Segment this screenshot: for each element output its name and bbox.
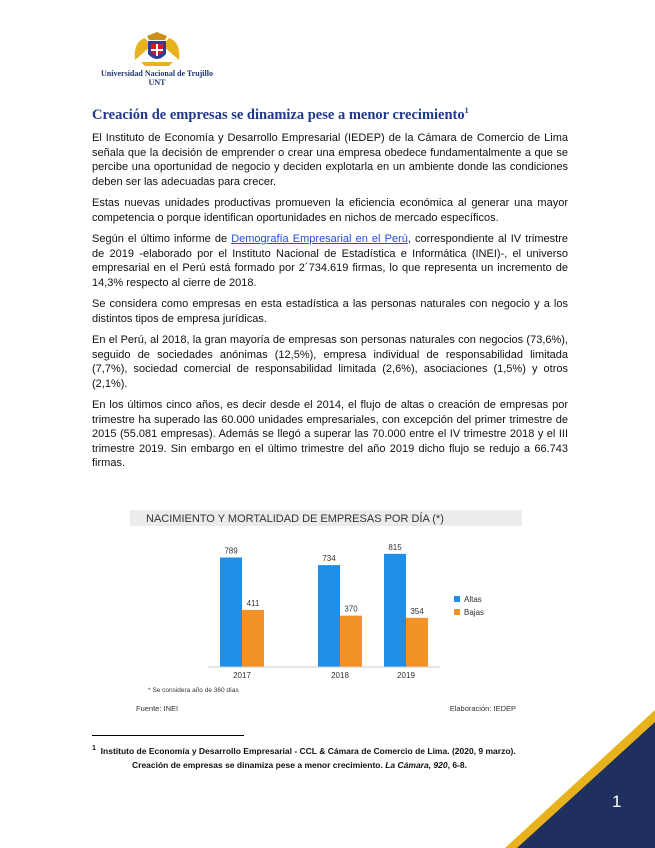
data-label-altas-2019: 815 (388, 542, 402, 552)
data-label-altas-2018: 734 (322, 554, 336, 564)
x-tick-label-2019: 2019 (397, 671, 415, 680)
paragraph-2: Estas nuevas unidades productivas promueven la eficiencia económica al generar una mayor competencia o porque identifican oportunidades en nichos de mercado específicos. (92, 197, 568, 224)
data-label-bajas-2019: 354 (410, 606, 424, 616)
paragraph-3-end: , correspondiente al IV trimestre de 2019 -elaborado por el Instituto Nacional de Estadística e Informática (INEI)-, el universo empresarial en el Perú está formado por 2´734.619 firmas, lo que representa un incremento de 14,3% respecto al cierre de 2018. (92, 233, 568, 289)
paragraph-3 (92, 232, 568, 290)
bar-bajas-2019 (406, 618, 428, 667)
x-tick-label-2018: 2018 (331, 671, 349, 680)
coat-of-arms-icon (131, 30, 183, 68)
paragraph-4: Se considera como empresas en esta estadística a las personas naturales con negocio y a los distintos tipos de empresa jurídicas. (92, 298, 568, 325)
paragraph-5: En el Perú, al 2018, la gran mayoría de empresas son personas naturales con negocios (73,6%), seguido de sociedades anónimas (12,5%), empresa individual de responsabilidad limitada (7,7%), sociedad comercial de responsabilidad limitada (2,6%), asociaciones (1,5%) y otros (2,1%). (92, 334, 568, 390)
chart-elaboration: Elaboración: IEDEP (449, 704, 516, 713)
paragraph-3-start: Según el último informe de (92, 233, 232, 245)
paragraph-6: En los últimos cinco años, es decir desde el 2014, el flujo de altas o creación de empresas por trimestre ha superado las 60.000 unidades empresariales, con excepción del primer trimestre de 2015 (55.081 empresas). Además se llegó a superar las 70.000 entre el IV trimestre 2018 y el III trimestre 2019. Sin embargo en el último trimestre del año 2019 dicho flujo se redujo a 66.743 firmas. (92, 399, 568, 469)
article-title-text: Creación de empresas se dinamiza pese a menor crecimiento (92, 106, 465, 123)
bar-altas-2018 (318, 565, 340, 667)
university-logo (92, 30, 222, 87)
page-number: 1 (612, 792, 622, 811)
bar-altas-2017 (220, 557, 242, 667)
births-deaths-chart (130, 505, 522, 715)
paragraph-1: El Instituto de Economía y Desarrollo Empresarial (IEDEP) de la Cámara de Comercio de Lima señala que la decisión de emprender o crear una empresa obedece fundamentalmente a que se percibe una oportunidad de negocio y deciden explotarla en un ambiente donde las condiciones deben ser las adecuadas para crecer. (92, 132, 568, 188)
footnote-number: 1 (92, 744, 96, 752)
data-label-altas-2017: 789 (224, 546, 238, 556)
chart-note: * Se considera año de 360 días (148, 687, 239, 694)
chart-title: NACIMIENTO Y MORTALIDAD DE EMPRESAS POR DÍA (*) (146, 513, 444, 525)
legend-swatch-bajas (454, 609, 460, 615)
footnote-authors: Instituto de Economía y Desarrollo Empresarial - CCL & Cámara de Comercio de Lima. (2020, 9 marzo). (100, 745, 516, 756)
legend-label-bajas: Bajas (464, 608, 485, 617)
legend-swatch-altas (454, 596, 460, 602)
university-name: Universidad Nacional de Trujillo (101, 69, 213, 78)
data-label-bajas-2017: 411 (246, 598, 260, 608)
article-title (92, 106, 469, 124)
legend-label-altas: Altas (464, 595, 482, 604)
footnote-article: Creación de empresas se dinamiza pese a menor crecimiento. (132, 759, 386, 770)
footnote-rule (92, 735, 244, 736)
bar-altas-2019 (384, 554, 406, 667)
demografia-empresarial-link[interactable]: Demografía Empresarial en el Perú (231, 233, 408, 245)
title-footnote-ref[interactable]: 1 (464, 106, 469, 115)
footnote-journal: La Cámara, 920 (385, 759, 448, 770)
article-body (92, 131, 568, 478)
x-tick-label-2017: 2017 (233, 671, 251, 680)
university-acronym: UNT (148, 78, 166, 87)
page-corner-decoration (505, 710, 655, 848)
chart-source: Fuente: INEI (136, 704, 179, 713)
footnote-pages: , 6-8. (447, 759, 467, 770)
data-label-bajas-2018: 370 (344, 604, 358, 614)
bar-bajas-2018 (340, 616, 362, 667)
bar-bajas-2017 (242, 610, 264, 667)
